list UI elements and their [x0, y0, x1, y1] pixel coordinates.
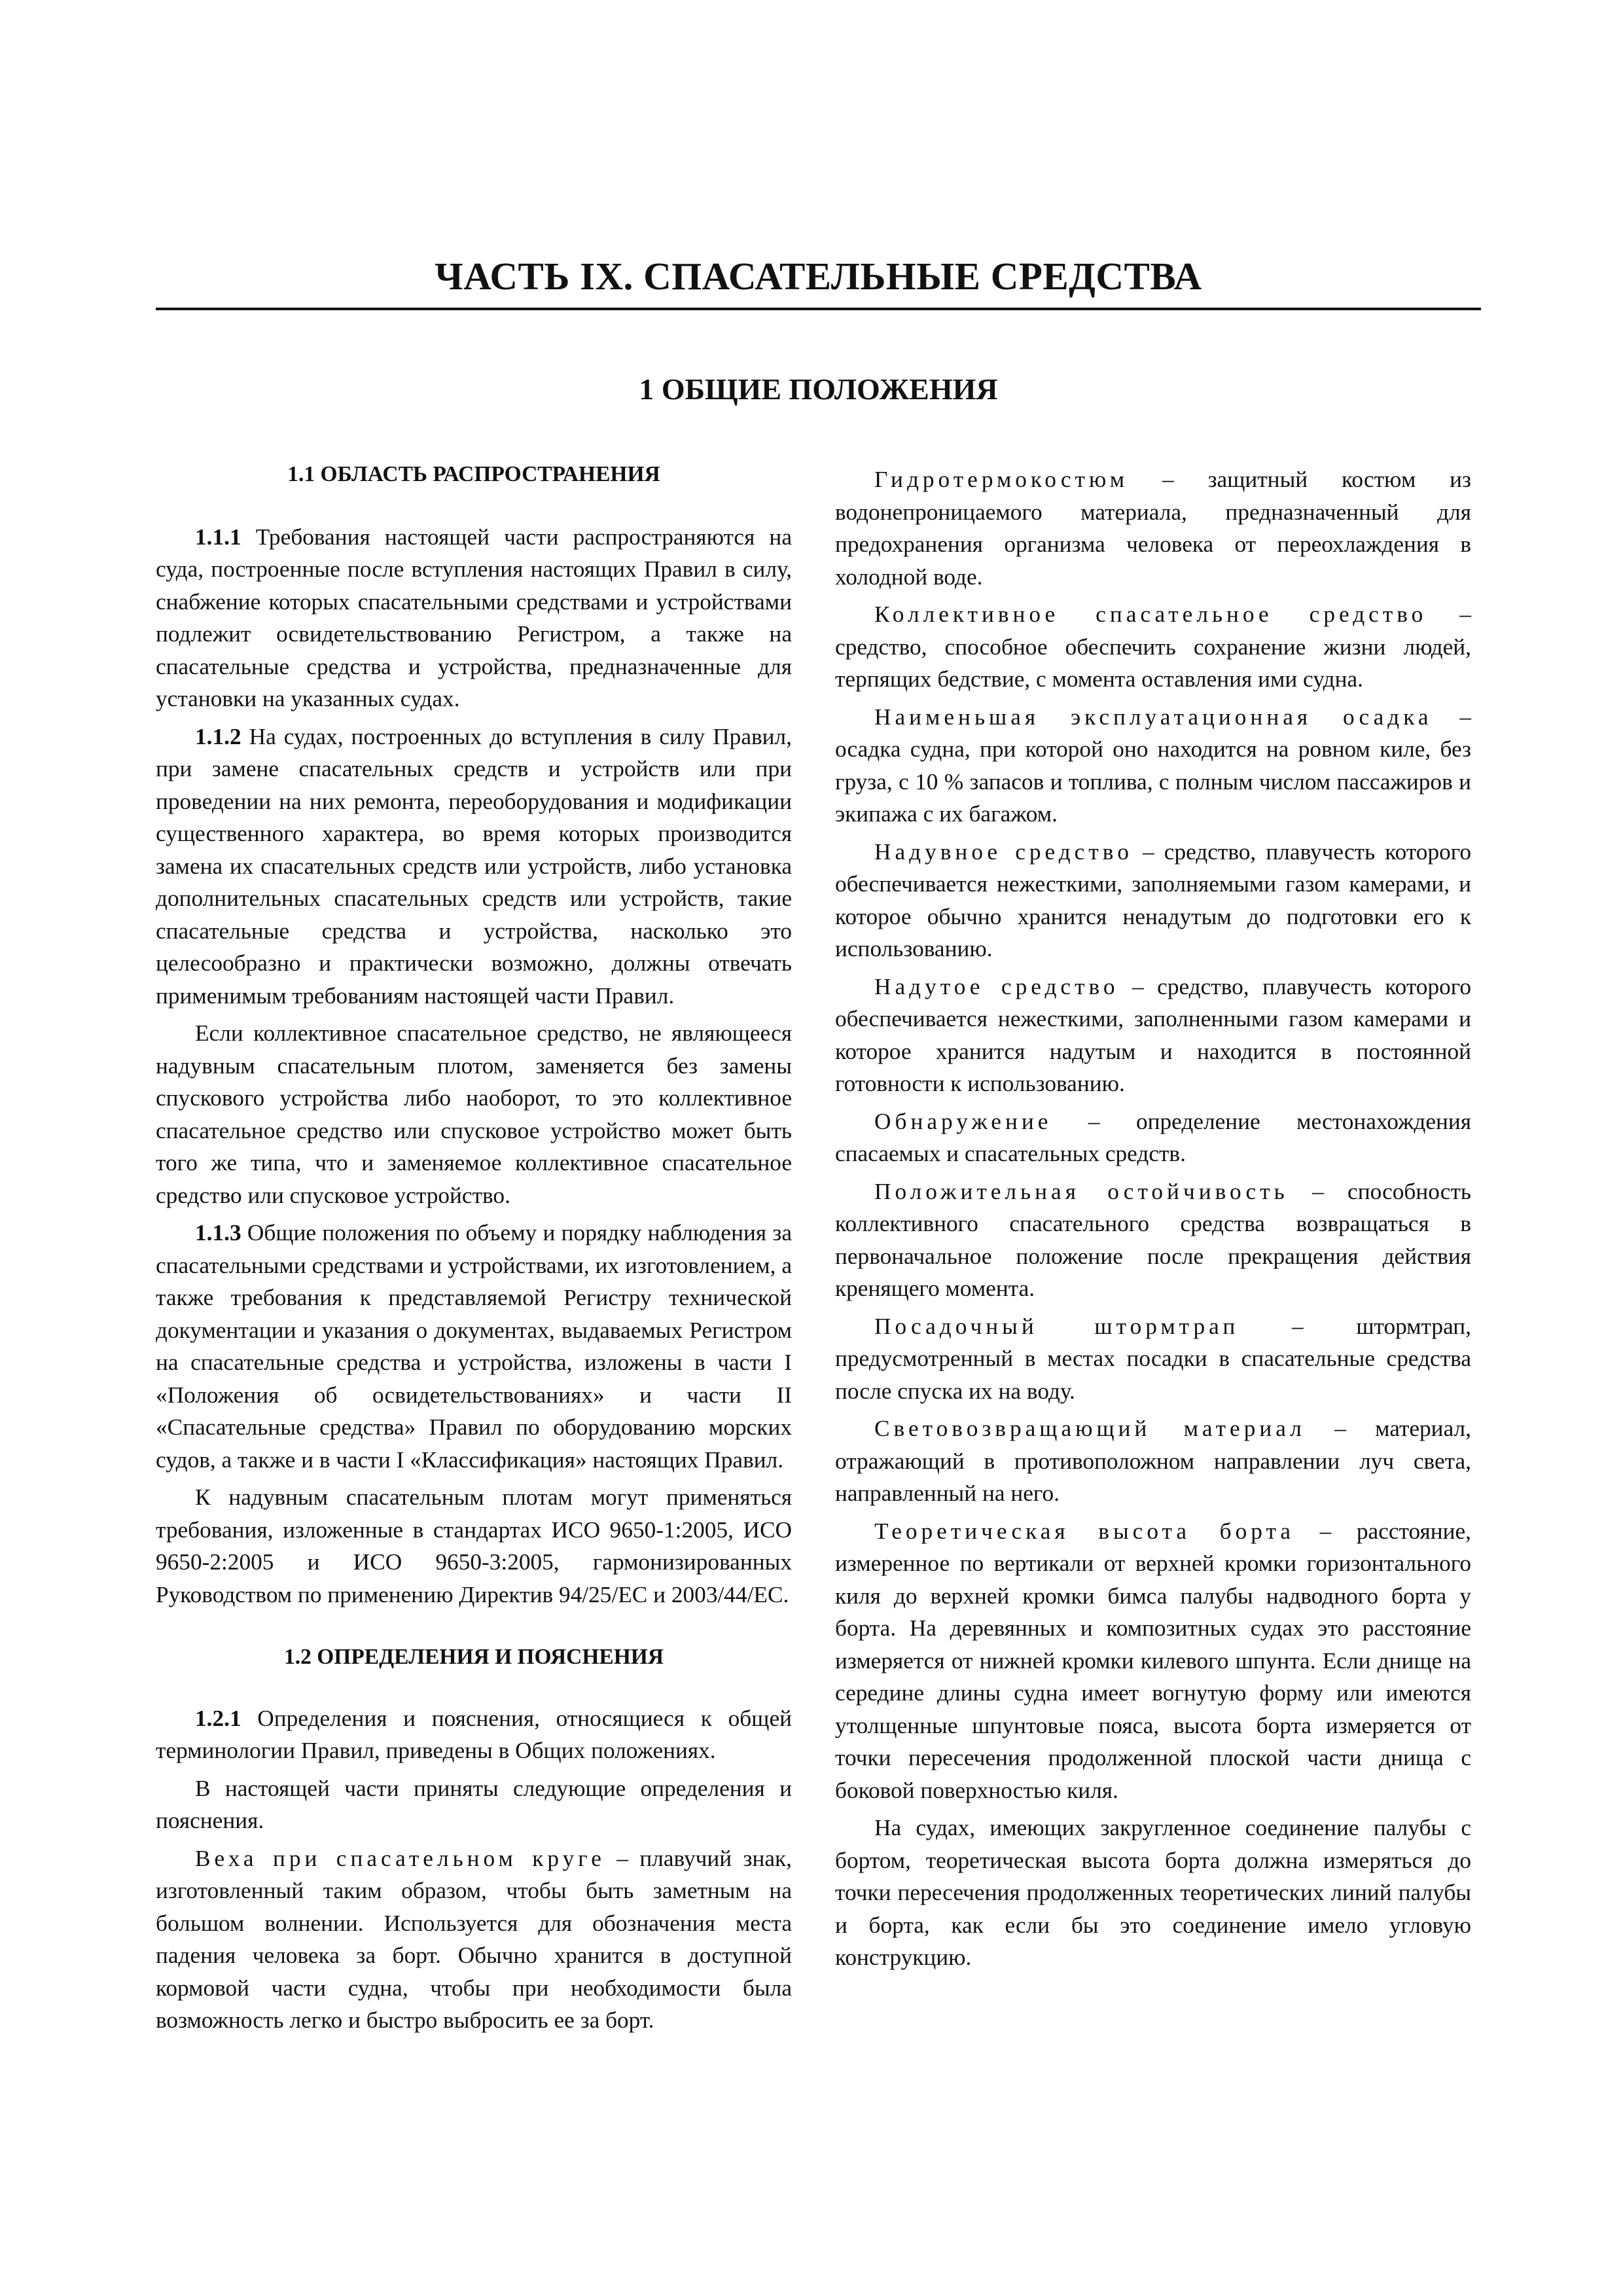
definition-text: – способность коллективного спасательного средства возвращаться в первоначальное положение после прекращения действия кренящего момента.	[835, 1178, 1471, 1301]
clause-number: 1.2.1	[195, 1705, 241, 1731]
definition-term: Теоретическая высота борта	[874, 1518, 1294, 1544]
definition-text: – расстояние, измеренное по вертикали от верхней кромки горизонтального киля до верхней кромки бимса палубы надводного борта у борта. На деревянных и композитных судах это расстояние измеряется от нижней кромки килевого шпунта. Если днище на середине длины судна имеет вогнутую форму или имеются утолщенные шпунтовые пояса, высота борта измеряется от точки пересечения продолженной плоской части днища с боковой поверхностью киля.	[835, 1518, 1471, 1803]
paragraph-1-1-1	[156, 521, 792, 715]
paragraph-text: Общие положения по объему и порядку наблюдения за спасательными средствами и устройствами, их изготовлением, а также требования к представляемой Регистру технической документации и указания о документах, выдаваемых Регистром на спасательные средства и устройства, изложены в части I «Положения об освидетельствованиях» и части II «Спасательные средства» Правил по оборудованию морских судов, а также и в части I «Классификация» настоящих Правил.	[156, 1220, 792, 1473]
paragraph-text: На судах, имеющих закругленное соединение палубы с бортом, теоретическая высота борта должна измеряться до точки пересечения продолженных теоретических линий палубы и борта, как если бы это соединение имело угловую конструкцию.	[835, 1815, 1471, 1970]
definition-text: – средство, способное обеспечить сохранение жизни людей, терпящих бедствие, с момента оставления ими судна.	[835, 601, 1471, 692]
definition-shtormtrap	[835, 1310, 1471, 1408]
paragraph-1-2-intro	[156, 1772, 792, 1837]
page-title: ЧАСТЬ IX. СПАСАТЕЛЬНЫЕ СРЕДСТВА	[435, 255, 1202, 298]
section-heading: 1 ОБЩИЕ ПОЛОЖЕНИЯ	[639, 372, 998, 406]
left-column	[156, 458, 792, 2037]
definition-term: Положительная остойчивость	[874, 1178, 1289, 1204]
paragraph-closing	[835, 1812, 1471, 1974]
paragraph-1-2-1	[156, 1702, 792, 1767]
paragraph-text: На судах, построенных до вступления в силу Правил, при замене спасательных средств и устройств или при проведении на них ремонта, переоборудования и модификации существенного характера, во время которых производится замена их спасательных средств или устройств, либо установка дополнительных спасательных средств или устройств, такие спасательные средства и устройства, насколько это целесообразно и практически возможно, должны отвечать применимым требованиям настоящей части Правил.	[156, 723, 792, 1009]
paragraph-1-1-3	[156, 1217, 792, 1476]
paragraph-text: Требования настоящей части распространяются на суда, построенные после вступления настоящих Правил в силу, снабжение которых спасательными средствами и устройствами подлежит освидетельствованию Регистром, а также на спасательные средства и устройства, предназначенные для установки на указанных судах.	[156, 524, 792, 711]
definition-vekha	[156, 1842, 792, 2037]
definition-svetovozvrashchayushchiy	[835, 1412, 1471, 1510]
definition-text: – штормтрап, предусмотренный в местах посадки в спасательные средства после спуска их на воду.	[835, 1313, 1471, 1404]
definition-gidrotermokostyum	[835, 463, 1471, 593]
title-rule	[156, 308, 1481, 310]
paragraph-text: В настоящей части приняты следующие определения и пояснения.	[156, 1775, 792, 1833]
paragraph-text: Если коллективное спасательное средство, не являющееся надувным спасательным плотом, заменяется без замены спускового устройства либо наоборот, то это коллективное спасательное средство или спусковое устройство может быть того же типа, что и заменяемое коллективное спасательное средство или спусковое устройство.	[156, 1020, 792, 1208]
definition-term: Обнаружение	[874, 1108, 1052, 1134]
definition-term: Посадочный штормтрап	[874, 1313, 1240, 1339]
definition-text: – осадка судна, при которой оно находится на ровном киле, без груза, с 10 % запасов и топлива, с полным числом пассажиров и экипажа с их багажом.	[835, 704, 1471, 827]
definition-term: Надувное средство	[874, 838, 1133, 865]
paragraph-1-1-2-note	[156, 1017, 792, 1211]
definition-term: Веха при спасательном круге	[195, 1845, 605, 1871]
definition-term: Световозвращающий материал	[874, 1416, 1306, 1441]
paragraph-text: Определения и пояснения, относящиеся к общей терминологии Правил, приведены в Общих положениях.	[156, 1705, 792, 1763]
definition-text: – средство, плавучесть которого обеспечивается нежесткими, заполняемыми газом камерами, и которое обычно хранится ненадутым до подготовки его к использованию.	[835, 838, 1471, 961]
definition-text: – средство, плавучесть которого обеспечивается нежесткими, заполненными газом камерами и которое хранится надутым и находится в постоянной готовности к использованию.	[835, 973, 1471, 1096]
definition-term: Гидротермокостюм	[874, 467, 1129, 492]
definition-text: – защитный костюм из водонепроницаемого материала, предназначенный для предохранения организма человека от переохлаждения в холодной воде.	[835, 467, 1471, 590]
right-column	[835, 458, 1471, 1974]
definition-text: – материал, отражающий в противоположном направлении луч света, направленный на него.	[835, 1416, 1471, 1506]
definition-text: – определение местонахождения спасаемых и спасательных средств.	[835, 1108, 1471, 1166]
clause-number: 1.1.1	[195, 524, 241, 550]
definition-nadutoe	[835, 971, 1471, 1100]
clause-number: 1.1.2	[195, 723, 241, 749]
clause-number: 1.1.3	[195, 1220, 241, 1246]
definition-term: Наименьшая эксплуатационная осадка	[874, 704, 1433, 730]
definition-text: – плавучий знак, изготовленный таким образом, чтобы быть заметным на большом волнении. Используется для обозначения места падения человека за борт. Обычно хранится в доступной кормовой части судна, чтобы при необходимости была возможность легко и быстро выбросить ее за борт.	[156, 1845, 793, 2033]
paragraph-text: К надувным спасательным плотам могут применяться требования, изложенные в стандартах ИСО 9650-1:2005, ИСО 9650-2:2005 и ИСО 9650-3:2005, гармонизированных Руководством по применению Директив 94/25/ЕС и 2003/44/ЕС.	[156, 1484, 792, 1607]
definition-naduvnoe	[835, 836, 1471, 965]
definition-term: Коллективное спасательное средство	[874, 601, 1427, 627]
definition-ostoichivost	[835, 1175, 1471, 1305]
subsection-heading-1-1: 1.1 ОБЛАСТЬ РАСПРОСТРАНЕНИЯ	[287, 462, 660, 486]
definition-kollektivnoe	[835, 598, 1471, 696]
paragraph-1-1-2	[156, 721, 792, 1013]
definition-term: Надутое средство	[874, 973, 1119, 999]
definition-naimenshaya-osadka	[835, 701, 1471, 831]
definition-vysota-borta	[835, 1515, 1471, 1807]
definition-obnaruzhenie	[835, 1105, 1471, 1170]
paragraph-1-1-3-note	[156, 1481, 792, 1611]
subsection-heading-1-2: 1.2 ОПРЕДЕЛЕНИЯ И ПОЯСНЕНИЯ	[283, 1645, 664, 1669]
